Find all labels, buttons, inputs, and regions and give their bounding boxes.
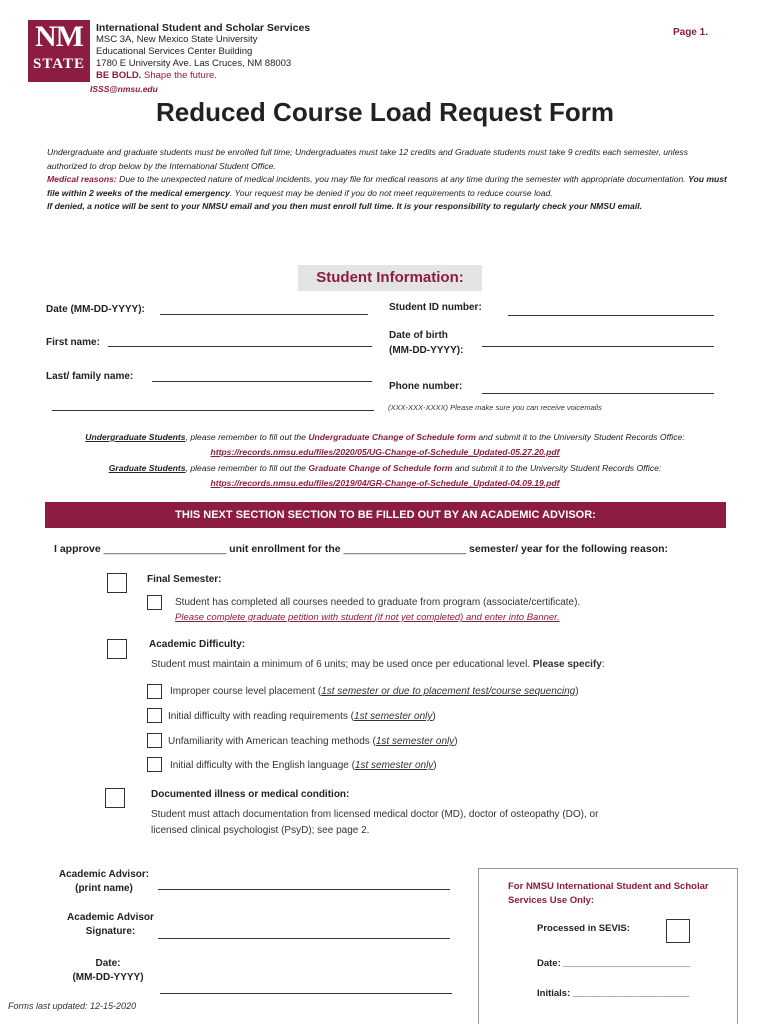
intro-p3: If denied, a notice will be sent to your NMSU email and you then must enroll full time. It is your responsibility to regularly check your NMSU email. [47,201,642,211]
medical-text-end: . Your request may be denied if you do not meet requirements to reduce course load. [229,187,553,198]
sevis-label: Processed in SEVIS: [537,923,630,934]
office-use-title-2: Services Use Only: [508,895,595,906]
undergrad-link[interactable]: https://records.nmsu.edu/files/2020/05/UG-Change-of-Schedule_Updated-05.27.20.pdf [210,447,560,457]
page-number: Page 1. [672,27,708,38]
ad-item-1-end: ) [575,686,579,697]
units-field[interactable]: _____________________ [103,543,227,555]
org-address [96,22,310,82]
address-line-2: Educational Services Center Building [96,46,253,57]
office-use-title-1: For NMSU International Student and Scholar [508,881,709,892]
medical-text: Due to the unexpected nature of medical incidents, you may file for medical reasons at any time during the semester with appropriate documentation. [116,174,689,184]
advisor-sig-label-1: Academic Advisor [67,912,154,923]
date-field[interactable] [160,314,368,315]
completed-courses-text: Student has completed all courses needed to graduate from program (associate/certificate). [175,597,581,608]
date-label: Date (MM-DD-YYYY): [46,304,145,315]
slogan-bold: BE BOLD. [96,70,142,81]
approve-text-3: semester/ year for the following reason: [466,543,669,555]
address-line-3: 1780 E University Ave. Las Cruces, NM 88003 [96,58,292,69]
approve-line [54,543,668,555]
undergrad-note [40,430,730,460]
forms-updated: Forms last updated: 12-15-2020 [8,1001,137,1011]
advisor-date-field[interactable] [160,993,452,994]
undergrad-form-name: Undergraduate Change of Schedule form [308,432,476,442]
grad-link[interactable]: https://records.nmsu.edu/files/2019/04/GR-Change-of-Schedule_Updated-04.09.19.pdf [210,478,560,488]
reading-difficulty-checkbox[interactable] [147,708,162,723]
approve-text-2: unit enrollment for the [226,543,344,555]
logo-nm: NM [35,20,83,53]
ad-item-2-text: Initial difficulty with reading requirements ( [168,711,355,722]
first-name-field[interactable] [108,346,372,347]
student-info-heading: Student Information: [298,265,482,291]
logo-state: STATE [33,56,85,72]
academic-difficulty-checkbox[interactable] [107,639,127,659]
english-language-checkbox[interactable] [147,757,162,772]
address-line-1: MSC 3A, New Mexico State University [96,34,258,45]
undergrad-text-2: and submit it to the University Student Records Office: [475,432,685,442]
advisor-name-label-1: Academic Advisor: [58,869,150,880]
completed-courses-checkbox[interactable] [147,595,162,610]
office-initials-field[interactable]: Initials: ______________________ [537,988,690,999]
dob-label-1: Date of birth [389,330,448,341]
course-placement-checkbox[interactable] [147,684,162,699]
illness-text-2: licensed clinical psychologist (PsyD); see page 2. [151,825,370,836]
undergrad-text: , please remember to fill out the [185,432,309,442]
illness-checkbox[interactable] [105,788,125,808]
reading-difficulty-text [168,711,436,722]
ad-item-4-end: ) [433,760,437,771]
grad-form-name: Graduate Change of Schedule form [308,463,453,473]
ad-item-1-text: Improper course level placement ( [170,686,322,697]
phone-label: Phone number: [389,381,463,392]
advisor-signature-field[interactable] [158,938,450,939]
ad-item-3-italic: 1st semester only [375,736,455,747]
academic-difficulty-text [151,659,605,670]
course-placement-text [170,686,579,697]
intro-text [47,146,727,214]
advisor-signature-label [58,912,163,937]
ad-specify: Please specify [532,659,602,670]
teaching-methods-text [168,736,458,747]
last-name-label: Last/ family name: [46,371,134,382]
advisor-sig-label-2: Signature: [85,926,136,937]
undergrad-label: Undergraduate Students [85,432,186,442]
ad-item-4-italic: 1st semester only [354,760,434,771]
form-title: Reduced Course Load Request Form [156,97,614,127]
org-title: International Student and Scholar Services [96,22,311,34]
ad-item-2-end: ) [432,711,436,722]
last-name-field[interactable] [152,381,372,382]
medical-deadline: You must file within 2 weeks of the medical emergency [47,174,727,198]
grad-label: Graduate Students [108,463,186,473]
final-semester-checkbox[interactable] [107,573,127,593]
academic-difficulty-label: Academic Difficulty: [149,639,246,650]
advisor-date-label-2: (MM-DD-YYYY) [72,972,144,983]
english-language-text [170,760,437,771]
graduate-petition-note: Please complete graduate petition with student (if not yet completed) and enter into Banner. [175,612,560,623]
ad-colon: : [601,659,605,670]
student-id-field[interactable] [508,315,714,316]
office-date-field[interactable]: Date: ________________________ [537,958,691,969]
nmsu-logo [28,20,90,82]
teaching-methods-checkbox[interactable] [147,733,162,748]
medical-label: Medical reasons: [47,174,117,184]
extra-name-field[interactable] [52,410,374,411]
grad-text: , please remember to fill out the [185,463,309,473]
sevis-checkbox[interactable] [666,919,690,943]
final-semester-label: Final Semester: [147,574,222,585]
illness-label: Documented illness or medical condition: [151,789,350,800]
illness-text-1: Student must attach documentation from licensed medical doctor (MD), doctor of osteopathy (DO), or [151,809,599,820]
approve-text-1: I approve [54,543,104,555]
ad-item-2-italic: 1st semester only [354,711,433,722]
advisor-section-bar: THIS NEXT SECTION SECTION TO BE FILLED OUT BY AN ACADEMIC ADVISOR: [45,502,726,528]
dob-label-2: (MM-DD-YYYY): [389,345,464,356]
advisor-name-field[interactable] [158,889,450,890]
contact-email[interactable]: ISSS@nmsu.edu [90,84,158,94]
advisor-name-label [58,869,150,894]
semester-field[interactable]: _____________________ [343,543,467,555]
intro-p2 [47,173,727,200]
grad-text-2: and submit it to the University Student Records Office: [452,463,662,473]
dob-field[interactable] [482,346,714,347]
intro-p1: Undergraduate and graduate students must be enrolled full time; Undergraduates must take 12 credits and Graduate students must take 9 credits each semester, unless authorized to drop below by the International Student Office. [47,147,689,171]
slogan-rest: Shape the future. [144,70,217,81]
phone-field[interactable] [482,393,714,394]
ad-item-3-text: Unfamiliarity with American teaching methods ( [168,736,376,747]
ad-item-3-end: ) [454,736,458,747]
advisor-date-label [58,958,158,983]
ad-item-4-text: Initial difficulty with the English language ( [170,760,355,771]
advisor-name-label-2: (print name) [75,883,133,894]
first-name-label: First name: [46,337,100,348]
ad-text: Student must maintain a minimum of 6 units; may be used once per educational level. [151,659,533,670]
student-id-label: Student ID number: [389,302,482,313]
advisor-date-label-1: Date: [95,958,121,969]
slogan [96,70,310,82]
office-use-title [508,880,709,908]
phone-hint: (XXX-XXX-XXXX) Please make sure you can receive voicemails [388,403,602,412]
grad-note [40,461,730,491]
ad-item-1-italic: 1st semester or due to placement test/course sequencing [321,686,576,697]
